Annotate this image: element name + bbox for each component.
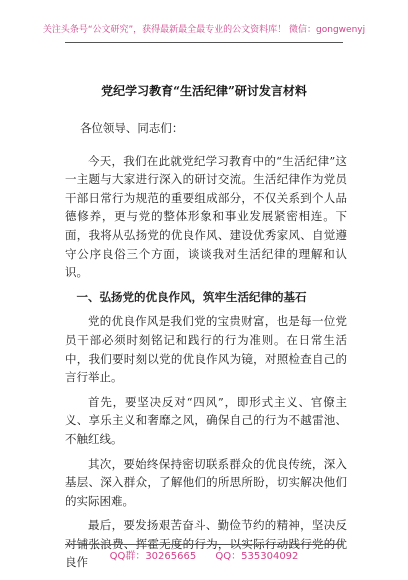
body-paragraph: 其次，要始终保持密切联系群众的优良传统，深入基层、深入群众，了解他们的所思所盼，切实解决他们的实际困难。 (65, 456, 347, 508)
intro-paragraph: 今天，我们在此就党纪学习教育中的“生活纪律”这一主题与大家进行深入的研讨交流。生活纪律作为党员干部日常行为规范的重要组成部分，不仅关系到个人品德修养，更与党的整体形象和事业发展紧密相连。下面，我将从弘扬党的优良作风、建设优秀家风、自觉遵守公序良俗三个方面，谈谈我对生活纪律的理解和认识。 (65, 153, 347, 280)
footer-divider (65, 544, 343, 545)
salutation: 各位领导、同志们： (79, 121, 184, 135)
document-title: 党纪学习教育“生活纪律”研讨发言材料 (101, 84, 307, 98)
page-header: 关注头条号“公文研究”，获得最新最全最专业的公文资料库！ 微信：gongwenyj (42, 25, 366, 35)
footer-qq-group: QQ群：30265665 (109, 551, 197, 562)
body-paragraph: 党的优良作风是我们党的宝贵财富，也是每一位党员干部必须时刻铭记和践行的行为准则。在日常生活中，我们要时刻以党的优良作风为镜，对照检查自己的言行举止。 (65, 314, 347, 385)
body-paragraph: 首先，要坚决反对“四风”，即形式主义、官僚主义、享乐主义和奢靡之风，确保自己的行为不越雷池、不触红线。 (65, 394, 347, 446)
header-divider (65, 42, 343, 43)
footer-qq: QQ：535304092 (215, 551, 299, 562)
page-footer (0, 547, 408, 562)
body-paragraph: 最后，要发扬艰苦奋斗、勤俭节约的精神，坚决反对铺张浪费、挥霍无度的行为，以实际行动践行党的优良作 (65, 518, 347, 570)
section-heading: 一、弘扬党的优良作风，筑牢生活纪律的基石 (76, 289, 307, 304)
document-body (65, 119, 347, 578)
